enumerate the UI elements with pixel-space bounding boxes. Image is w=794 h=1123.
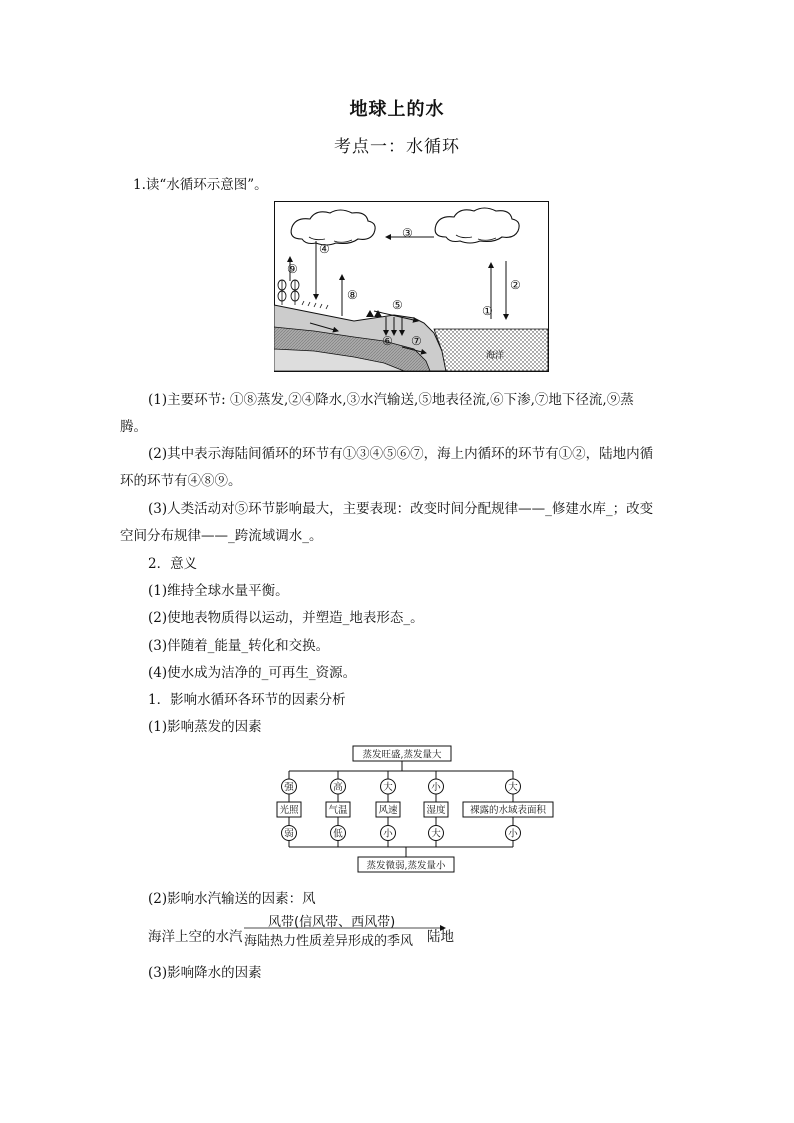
- meaning-4: (4)使水成为洁净的_可再生_资源。: [148, 665, 357, 681]
- vapor-flow-lower: 海陆热力性质差异形成的季风: [244, 934, 414, 949]
- water-cycle-diagram: [274, 201, 549, 372]
- label-2: ②: [510, 278, 521, 292]
- label-4: ④: [319, 242, 330, 256]
- para-3-line-1: (3)人类活动对⑤环节影响最大，主要表现：改变时间分配规律——_修建水库_；改变: [148, 501, 654, 517]
- factor-high: 高: [333, 782, 343, 793]
- evaporation-factor-diagram: [276, 744, 556, 874]
- section-2-heading: 2．意义: [148, 556, 198, 572]
- para-2-line-2: 环的环节有④⑧⑨。: [120, 473, 242, 489]
- factor-low: 小: [383, 828, 393, 840]
- label-7: ⑦: [411, 334, 422, 348]
- section-title: 考点一：水循环: [334, 137, 460, 157]
- factor-name: 风速: [378, 805, 398, 816]
- meaning-1: (1)维持全球水量平衡。: [148, 583, 289, 599]
- bottom-box-text: 蒸发微弱,蒸发量小: [366, 860, 446, 872]
- para-1-line-2: 腾。: [120, 419, 147, 435]
- vapor-flow-arrow: [244, 923, 446, 933]
- factor-low: 小: [508, 828, 518, 840]
- factor-low: 大: [431, 828, 441, 840]
- vapor-flow-start: 海洋上空的水汽: [148, 929, 243, 945]
- vapor-factors-heading: (2)影响水汽输送的因素：风: [148, 891, 316, 907]
- meaning-2: (2)使地表物质得以运动，并塑造_地表形态_。: [148, 610, 424, 626]
- precipitation-factors-heading: (3)影响降水的因素: [148, 965, 262, 981]
- label-3: ③: [402, 226, 413, 240]
- factors-heading: 1．影响水循环各环节的因素分析: [148, 692, 346, 708]
- label-8: ⑧: [347, 288, 358, 302]
- label-9: ⑨: [287, 262, 298, 276]
- top-box-text: 蒸发旺盛,蒸发量大: [362, 749, 442, 761]
- vapor-flow-upper: 风带(信风带、西风带): [268, 915, 396, 930]
- vapor-flow-end: 陆地: [427, 929, 454, 945]
- meaning-3: (3)伴随着_能量_转化和交换。: [148, 638, 330, 654]
- factor-high: 强: [284, 782, 294, 793]
- factor-name: 裸露的水域表面积: [469, 805, 547, 816]
- factor-high: 小: [431, 782, 441, 793]
- label-6: ⑥: [382, 334, 393, 348]
- page-title: 地球上的水: [349, 99, 445, 120]
- ocean-label: 海洋: [486, 351, 505, 361]
- para-1-line-1: (1)主要环节: ①⑧蒸发,②④降水,③水汽输送,⑤地表径流,⑥下渗,⑦地下径流,⑨蒸: [148, 392, 634, 408]
- factor-high: 大: [383, 782, 393, 793]
- factor-name: 光照: [279, 805, 299, 816]
- para-3-line-2: 空间分布规律——_跨流域调水_。: [120, 528, 323, 544]
- factor-low: 弱: [284, 828, 294, 840]
- question-intro: 1.读“水循环示意图”。: [133, 177, 268, 193]
- factor-name: 气温: [328, 805, 348, 816]
- factor-high: 大: [508, 782, 518, 793]
- factor-name: 湿度: [426, 805, 446, 816]
- factor-low: 低: [333, 828, 343, 840]
- label-1: ①: [482, 304, 493, 318]
- para-2-line-1: (2)其中表示海陆间循环的环节有①③④⑤⑥⑦，海上内循环的环节有①②，陆地内循: [148, 446, 654, 462]
- label-5: ⑤: [392, 298, 403, 312]
- evaporation-factors-heading: (1)影响蒸发的因素: [148, 719, 262, 735]
